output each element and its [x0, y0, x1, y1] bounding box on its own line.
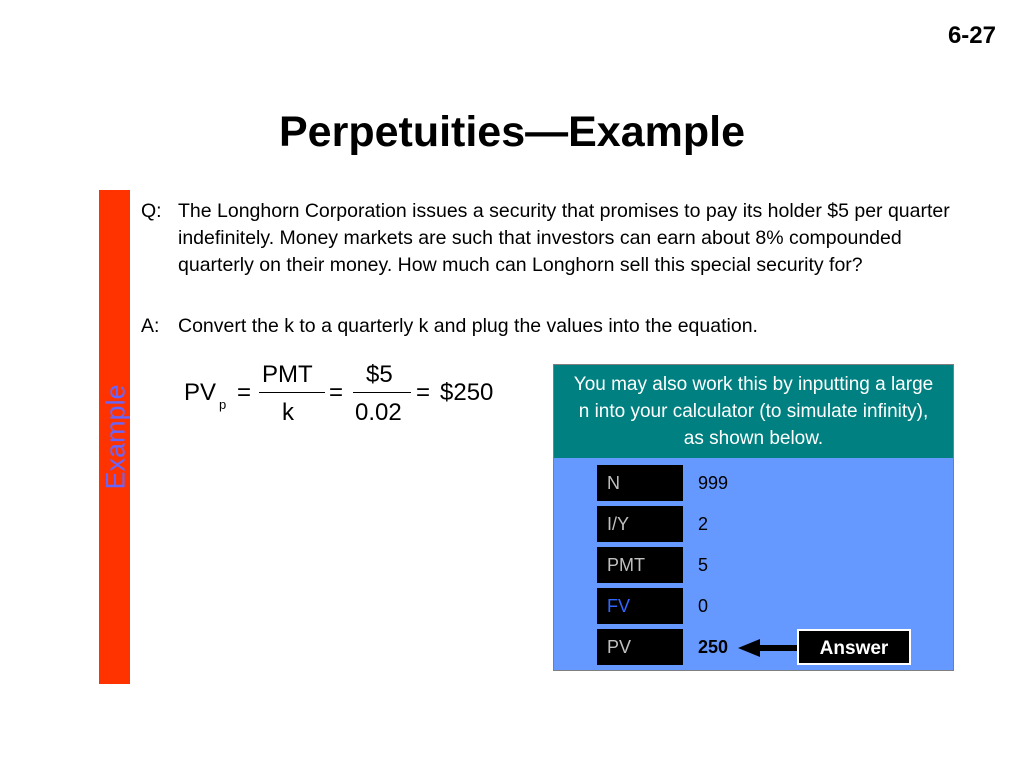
- calc-key-n: N: [597, 465, 683, 501]
- formula-result: $250: [440, 379, 494, 406]
- calc-value-iy: 2: [698, 514, 709, 534]
- formula-numerator-1: PMT: [262, 361, 313, 388]
- formula-denominator-2: 0.02: [355, 399, 402, 426]
- formula-equals-3: =: [416, 379, 431, 406]
- page-number: 6-27: [947, 22, 996, 49]
- formula-equals-2: =: [329, 379, 344, 406]
- perpetuity-formula: [0, 0, 520, 450]
- calc-key-pmt: PMT: [597, 547, 683, 583]
- calc-value-fv: 0: [698, 596, 709, 616]
- left-arrow-icon: [738, 639, 800, 657]
- formula-denominator-1: k: [282, 399, 294, 426]
- answer-badge: Answer: [797, 629, 911, 665]
- formula-lhs: PV: [184, 379, 217, 406]
- calc-key-fv: FV: [597, 588, 683, 624]
- formula-numerator-2: $5: [366, 361, 393, 388]
- slide-title: Perpetuities—Example: [278, 108, 745, 156]
- side-bar-label: Example: [100, 384, 131, 490]
- question-tag: Q:: [141, 200, 162, 222]
- calculator-info-box: [553, 364, 954, 671]
- formula-equals-1: =: [237, 379, 252, 406]
- calc-value-pv: 250: [698, 637, 729, 657]
- answer-tag: A:: [141, 315, 160, 337]
- answer-text: Convert the k to a quarterly k and plug the values into the equation.: [178, 315, 758, 337]
- calc-value-n: 999: [698, 473, 729, 493]
- formula-lhs-subscript: p: [219, 397, 227, 412]
- info-box-header: You may also work this by inputting a large n into your calculator (to simulate infinity), as shown below.: [554, 365, 953, 458]
- fraction-line-2: [353, 392, 411, 393]
- fraction-line-1: [259, 392, 325, 393]
- calc-value-pmt: 5: [698, 555, 709, 575]
- question-text: The Longhorn Corporation issues a security that promises to pay its holder $5 per quarter indefinitely. Money markets are such that investors can earn about 8% compounded quarterly on their money. How much can Longhorn sell this special security for?: [178, 200, 950, 276]
- calc-key-iy: I/Y: [597, 506, 683, 542]
- calc-key-pv: PV: [597, 629, 683, 665]
